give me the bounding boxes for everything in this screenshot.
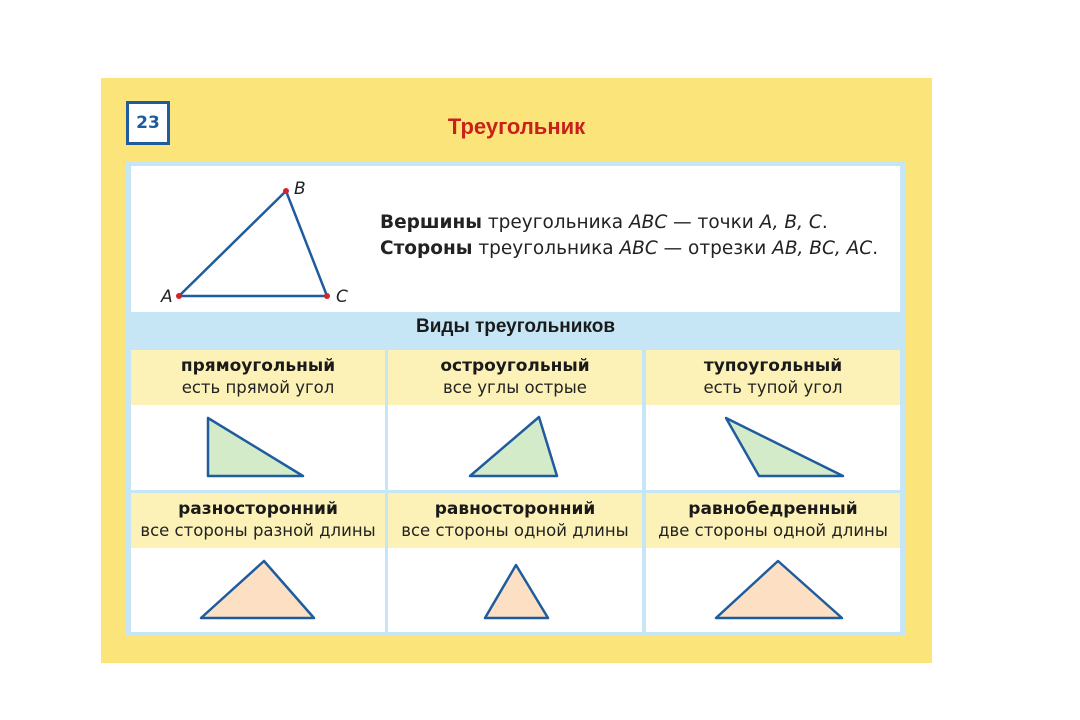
kind-description: все стороны разной длины: [140, 521, 376, 540]
sides-definition: [380, 236, 878, 262]
vertices-text-2: — точки: [667, 212, 760, 233]
vertices-end: .: [821, 212, 828, 233]
scalene-triangle: [131, 548, 385, 632]
vertices-abc: ABC: [629, 212, 668, 233]
kind-header: [646, 350, 900, 405]
kind-picture: [388, 405, 642, 490]
kind-name: разносторонний: [178, 499, 338, 519]
vertex-b-label: B: [294, 179, 306, 199]
kind-header: [131, 350, 385, 405]
kind-picture: [131, 548, 385, 632]
sides-text: треугольника: [472, 238, 620, 259]
vertices-term: Вершины: [380, 212, 483, 233]
kind-description: есть прямой угол: [181, 378, 335, 397]
vertex-b-dot: [283, 188, 289, 194]
content-panel: [125, 162, 906, 636]
obtuse-triangle: [646, 405, 900, 490]
kinds-grid: [131, 350, 900, 632]
kind-picture: [131, 405, 385, 490]
kind-description: все углы острые: [443, 378, 587, 397]
kind-card-obtuse: [646, 350, 900, 490]
kind-card-right: [131, 350, 385, 490]
acute-triangle: [388, 405, 642, 490]
sides-term: Стороны: [380, 238, 473, 259]
triangle-abc: [179, 191, 327, 296]
kinds-heading: Виды треугольников: [415, 316, 615, 337]
kind-header: [388, 350, 642, 405]
vertex-c-label: C: [336, 287, 348, 307]
kind-name: тупоугольный: [703, 356, 843, 376]
page-title: Треугольник: [447, 114, 586, 139]
kind-card-equilateral: [388, 493, 642, 632]
kind-description: есть тупой угол: [703, 378, 843, 397]
kind-card-acute: [388, 350, 642, 490]
kind-picture: [646, 405, 900, 490]
sides-segments: AB, BC, AC: [772, 238, 873, 259]
sides-abc: ABC: [619, 238, 658, 259]
vertices-text: треугольника: [482, 212, 630, 233]
kind-description: две стороны одной длины: [658, 521, 888, 540]
vertex-a-label: A: [161, 287, 173, 307]
kind-description: все стороны одной длины: [401, 521, 629, 540]
kind-card-scalene: [131, 493, 385, 632]
vertex-c-dot: [324, 293, 330, 299]
kind-header: [646, 493, 900, 548]
page-number-badge: 23: [126, 101, 170, 145]
kind-name: равносторонний: [434, 499, 596, 519]
triangle-abc-panel: [131, 166, 900, 312]
equilateral-triangle: [388, 548, 642, 632]
kind-picture: [388, 548, 642, 632]
definitions: [380, 210, 878, 262]
kind-card-isosceles: [646, 493, 900, 632]
lesson-card: [101, 78, 932, 663]
kind-name: прямоугольный: [180, 356, 336, 376]
right-triangle: [131, 405, 385, 490]
kind-header: [388, 493, 642, 548]
sides-end: .: [872, 238, 879, 259]
vertices-points: A, B, C: [759, 212, 822, 233]
vertices-definition: [380, 210, 878, 236]
kind-name: равнобедренный: [688, 499, 858, 519]
sides-text-2: — отрезки: [657, 238, 773, 259]
kind-header: [131, 493, 385, 548]
kind-name: остроугольный: [440, 356, 590, 376]
isosceles-triangle: [646, 548, 900, 632]
kind-picture: [646, 548, 900, 632]
vertex-a-dot: [176, 293, 182, 299]
